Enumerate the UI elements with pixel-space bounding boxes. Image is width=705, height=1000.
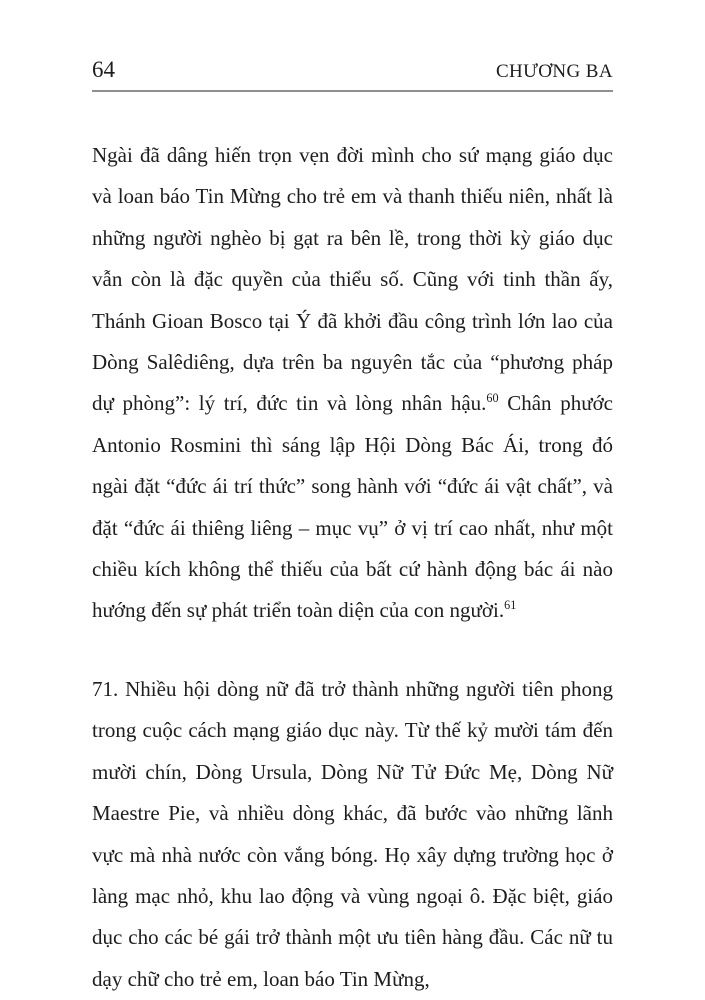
paragraph: Ngài đã dâng hiến trọn vẹn đời mình cho sứ mạng giáo dục và loan báo Tin Mừng cho trẻ em và thanh thiếu niên, nhất là những người nghèo bị gạt ra bên lề, trong thời kỳ giáo dục vẫn còn là đặc quyền của thiểu số. Cũng với tinh thần ấy, Thánh Gioan Bosco tại Ý đã khởi đầu công trình lớn lao của Dòng Salêdiêng, dựa trên ba nguyên tắc của “phương pháp dự phòng”: lý trí, đức tin và lòng nhân hậu.$^{60}$ Chân phước Antonio Rosmini thì sáng lập Hội Dòng Bác Ái, trong đó ngài đặt “đức ái trí thức” song hành với “đức ái vật chất”, và đặt “đức ái thiêng liêng – mục vụ” ở vị trí cao nhất, như một chiều kích không thể thiếu của bất cứ hành động bác ái nào hướng đến sự phát triển toàn diện của con người.$^{61}$	[92, 143, 613, 623]
page-body	[92, 135, 613, 1000]
header-rule	[92, 90, 613, 92]
page-content	[92, 57, 613, 1000]
footnote-reference: 61	[504, 598, 517, 613]
paragraph: 71. Nhiều hội dòng nữ đã trở thành những người tiên phong trong cuộc cách mạng giáo dục này. Từ thế kỷ mười tám đến mười chín, Dòng Ursula, Dòng Nữ Tử Đức Mẹ, Dòng Nữ Maestre Pie, và nhiều dòng khác, đã bước vào những lãnh vực mà nhà nước còn vắng bóng. Họ xây dựng trường học ở làng mạc nhỏ, khu lao động và vùng ngoại ô. Đặc biệt, giáo dục cho các bé gái trở thành một ưu tiên hàng đầu. Các nữ tu dạy chữ cho trẻ em, loan báo Tin Mừng,	[92, 676, 613, 991]
footnote-reference: 60	[486, 391, 499, 406]
page-number: 64	[92, 57, 115, 82]
chapter-running-title: CHƯƠNG BA	[495, 61, 613, 82]
running-head	[92, 57, 613, 83]
